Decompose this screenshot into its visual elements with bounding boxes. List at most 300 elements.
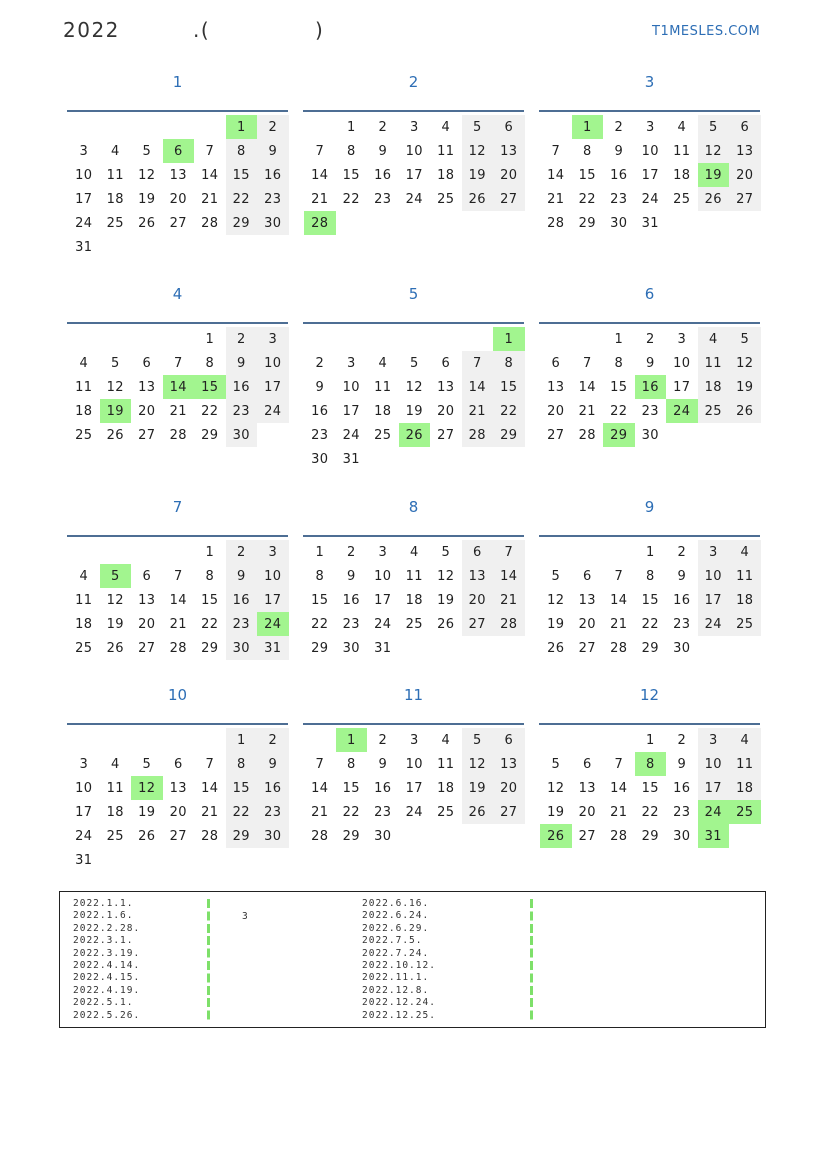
month-title: 2 bbox=[408, 73, 419, 91]
day-cell: 30 bbox=[610, 215, 628, 231]
day-cell: 31 bbox=[75, 852, 93, 868]
day-cell: 25 bbox=[405, 616, 423, 632]
day-cell: 8 bbox=[226, 139, 258, 163]
day-cell: 4 bbox=[441, 119, 451, 135]
day-cell: 30 bbox=[374, 828, 392, 844]
day-cell: 23 bbox=[610, 191, 628, 207]
day-cell: 7 bbox=[315, 756, 325, 772]
day-cell: 25 bbox=[75, 640, 93, 656]
day-cell: 9 bbox=[226, 351, 258, 375]
day-cell: 17 bbox=[374, 592, 392, 608]
day-cell: 4 bbox=[729, 728, 761, 752]
month-rule bbox=[303, 322, 524, 324]
day-cell: 31 bbox=[342, 451, 360, 467]
day-cell: 3 bbox=[257, 540, 289, 564]
day-cell: 24 bbox=[75, 828, 93, 844]
day-cell: 5 bbox=[142, 143, 152, 159]
day-cell: 9 bbox=[257, 139, 289, 163]
empty-cell bbox=[572, 728, 604, 752]
day-cell: 30 bbox=[673, 828, 691, 844]
day-cell: 25 bbox=[437, 804, 455, 820]
day-grid bbox=[304, 115, 525, 235]
day-cell: 7 bbox=[205, 756, 215, 772]
day-cell: 20 bbox=[169, 804, 187, 820]
day-cell: 14 bbox=[610, 780, 628, 796]
day-cell: 5 bbox=[551, 568, 561, 584]
day-cell: 26 bbox=[106, 427, 124, 443]
day-cell: 22 bbox=[641, 804, 659, 820]
holiday-date: 2022.1.1. bbox=[73, 898, 134, 909]
day-cell: 10 bbox=[75, 167, 93, 183]
day-cell: 28 bbox=[610, 640, 628, 656]
day-cell: 2 bbox=[645, 331, 655, 347]
day-cell: 18 bbox=[437, 780, 455, 796]
day-cell: 21 bbox=[493, 588, 525, 612]
day-cell: 21 bbox=[201, 191, 219, 207]
empty-cell bbox=[68, 327, 100, 351]
day-cell: 24 bbox=[342, 427, 360, 443]
day-cell: 23 bbox=[226, 399, 258, 423]
day-cell: 27 bbox=[493, 187, 525, 211]
day-cell: 1 bbox=[205, 544, 215, 560]
day-grid bbox=[540, 327, 761, 447]
day-cell: 19 bbox=[138, 804, 156, 820]
month-title: 8 bbox=[408, 498, 419, 516]
holiday-date: 2022.12.25. bbox=[362, 1009, 436, 1021]
day-cell: 20 bbox=[437, 403, 455, 419]
day-cell: 31 bbox=[75, 239, 93, 255]
empty-cell bbox=[131, 327, 163, 351]
day-cell: 11 bbox=[405, 568, 423, 584]
day-cell: 13 bbox=[437, 379, 455, 395]
day-cell: 2 bbox=[677, 732, 687, 748]
empty-cell bbox=[163, 115, 195, 139]
month-title: 4 bbox=[172, 285, 183, 303]
holiday-day-cell: 1 bbox=[226, 115, 258, 139]
empty-cell bbox=[100, 327, 132, 351]
holiday-day-cell: 24 bbox=[257, 612, 289, 636]
day-cell: 19 bbox=[547, 804, 565, 820]
day-grid bbox=[540, 540, 761, 660]
day-cell: 11 bbox=[75, 592, 93, 608]
day-cell: 25 bbox=[106, 215, 124, 231]
day-cell: 25 bbox=[106, 828, 124, 844]
day-cell: 14 bbox=[610, 592, 628, 608]
day-cell: 6 bbox=[493, 115, 525, 139]
month-rule bbox=[303, 535, 524, 537]
month-rule bbox=[303, 723, 524, 725]
day-cell: 9 bbox=[614, 143, 624, 159]
day-cell: 11 bbox=[75, 379, 93, 395]
day-grid bbox=[540, 728, 761, 848]
holiday-date: 2022.5.1. bbox=[73, 997, 134, 1009]
day-cell: 20 bbox=[493, 163, 525, 187]
holiday-notes-box bbox=[59, 891, 766, 1028]
day-cell: 12 bbox=[698, 139, 730, 163]
day-grid bbox=[68, 540, 289, 660]
month-title: 3 bbox=[644, 73, 655, 91]
month-title: 11 bbox=[403, 686, 424, 704]
day-cell: 29 bbox=[641, 640, 659, 656]
day-cell: 22 bbox=[641, 616, 659, 632]
day-cell: 13 bbox=[547, 379, 565, 395]
day-cell: 22 bbox=[201, 616, 219, 632]
day-cell: 12 bbox=[138, 167, 156, 183]
month-rule bbox=[67, 723, 288, 725]
holiday-date: 2022.2.28. bbox=[73, 922, 141, 934]
day-cell: 23 bbox=[641, 403, 659, 419]
day-cell: 25 bbox=[75, 427, 93, 443]
day-cell: 4 bbox=[677, 119, 687, 135]
empty-cell bbox=[540, 327, 572, 351]
day-cell: 21 bbox=[610, 804, 628, 820]
day-cell: 20 bbox=[547, 403, 565, 419]
holiday-date: 2022.11.1. bbox=[362, 972, 430, 984]
day-cell: 19 bbox=[437, 592, 455, 608]
holiday-date: 2022.6.24. bbox=[362, 910, 430, 922]
holiday-date: 2022.4.15. bbox=[73, 972, 141, 984]
day-cell: 4 bbox=[698, 327, 730, 351]
holiday-day-cell: 5 bbox=[100, 564, 132, 588]
day-cell: 30 bbox=[673, 640, 691, 656]
day-cell: 30 bbox=[257, 211, 289, 235]
day-cell: 21 bbox=[169, 403, 187, 419]
day-cell: 30 bbox=[257, 824, 289, 848]
day-cell: 18 bbox=[106, 191, 124, 207]
day-cell: 27 bbox=[169, 215, 187, 231]
day-cell: 4 bbox=[729, 540, 761, 564]
day-cell: 18 bbox=[75, 403, 93, 419]
day-cell: 11 bbox=[729, 564, 761, 588]
empty-cell bbox=[540, 728, 572, 752]
day-cell: 5 bbox=[551, 756, 561, 772]
empty-cell bbox=[194, 115, 226, 139]
day-cell: 14 bbox=[169, 592, 187, 608]
day-cell: 22 bbox=[610, 403, 628, 419]
day-cell: 19 bbox=[547, 616, 565, 632]
day-cell: 23 bbox=[673, 616, 691, 632]
day-cell: 19 bbox=[405, 403, 423, 419]
day-cell: 9 bbox=[378, 143, 388, 159]
month-title: 6 bbox=[644, 285, 655, 303]
day-cell: 8 bbox=[226, 752, 258, 776]
day-cell: 4 bbox=[378, 355, 388, 371]
day-cell: 27 bbox=[437, 427, 455, 443]
day-cell: 17 bbox=[257, 375, 289, 399]
holiday-day-cell: 1 bbox=[493, 327, 525, 351]
day-cell: 22 bbox=[226, 800, 258, 824]
empty-cell bbox=[100, 728, 132, 752]
day-cell: 16 bbox=[673, 780, 691, 796]
empty-cell bbox=[603, 728, 635, 752]
day-cell: 29 bbox=[201, 640, 219, 656]
day-cell: 21 bbox=[578, 403, 596, 419]
day-cell: 11 bbox=[437, 143, 455, 159]
day-cell: 18 bbox=[405, 592, 423, 608]
holiday-day-cell: 8 bbox=[635, 752, 667, 776]
day-cell: 7 bbox=[614, 756, 624, 772]
day-cell: 12 bbox=[405, 379, 423, 395]
day-cell: 2 bbox=[257, 115, 289, 139]
day-cell: 5 bbox=[729, 327, 761, 351]
day-cell: 6 bbox=[582, 568, 592, 584]
day-cell: 6 bbox=[493, 728, 525, 752]
empty-cell bbox=[336, 327, 368, 351]
day-cell: 10 bbox=[641, 143, 659, 159]
day-cell: 4 bbox=[79, 355, 89, 371]
day-cell: 22 bbox=[226, 187, 258, 211]
day-cell: 9 bbox=[226, 564, 258, 588]
day-cell: 19 bbox=[106, 616, 124, 632]
day-cell: 26 bbox=[106, 640, 124, 656]
day-cell: 21 bbox=[201, 804, 219, 820]
day-cell: 4 bbox=[441, 732, 451, 748]
day-cell: 29 bbox=[226, 824, 258, 848]
day-cell: 13 bbox=[578, 592, 596, 608]
day-cell: 15 bbox=[493, 375, 525, 399]
day-cell: 15 bbox=[578, 167, 596, 183]
day-cell: 28 bbox=[311, 828, 329, 844]
day-cell: 10 bbox=[405, 143, 423, 159]
day-cell: 16 bbox=[610, 167, 628, 183]
day-cell: 22 bbox=[578, 191, 596, 207]
day-cell: 10 bbox=[257, 564, 289, 588]
day-cell: 26 bbox=[138, 828, 156, 844]
day-cell: 23 bbox=[311, 427, 329, 443]
day-cell: 7 bbox=[173, 568, 183, 584]
empty-cell bbox=[540, 540, 572, 564]
day-grid bbox=[540, 115, 761, 235]
empty-cell bbox=[68, 728, 100, 752]
empty-cell bbox=[367, 327, 399, 351]
day-cell: 7 bbox=[205, 143, 215, 159]
day-cell: 7 bbox=[173, 355, 183, 371]
day-cell: 30 bbox=[226, 636, 258, 660]
day-cell: 3 bbox=[645, 119, 655, 135]
day-cell: 15 bbox=[226, 776, 258, 800]
holiday-day-cell: 14 bbox=[163, 375, 195, 399]
day-cell: 2 bbox=[257, 728, 289, 752]
day-cell: 27 bbox=[462, 612, 494, 636]
day-cell: 20 bbox=[462, 588, 494, 612]
day-cell: 21 bbox=[311, 804, 329, 820]
day-cell: 1 bbox=[346, 119, 356, 135]
day-cell: 18 bbox=[374, 403, 392, 419]
day-cell: 14 bbox=[311, 167, 329, 183]
day-cell: 13 bbox=[578, 780, 596, 796]
day-cell: 5 bbox=[462, 115, 494, 139]
month-rule bbox=[67, 110, 288, 112]
day-cell: 17 bbox=[673, 379, 691, 395]
page-title bbox=[63, 18, 324, 42]
day-cell: 12 bbox=[462, 752, 494, 776]
day-cell: 9 bbox=[346, 568, 356, 584]
holiday-marker-bar-left bbox=[207, 899, 210, 1021]
day-cell: 20 bbox=[578, 616, 596, 632]
day-cell: 29 bbox=[641, 828, 659, 844]
day-grid bbox=[304, 327, 525, 471]
holiday-day-cell: 24 bbox=[698, 800, 730, 824]
day-cell: 8 bbox=[346, 756, 356, 772]
day-cell: 18 bbox=[106, 804, 124, 820]
day-cell: 27 bbox=[493, 800, 525, 824]
day-cell: 30 bbox=[311, 451, 329, 467]
empty-cell bbox=[430, 327, 462, 351]
day-cell: 7 bbox=[551, 143, 561, 159]
day-cell: 2 bbox=[378, 119, 388, 135]
site-link[interactable]: T1MESLES.COM bbox=[652, 24, 761, 39]
day-cell: 12 bbox=[437, 568, 455, 584]
day-cell: 22 bbox=[342, 191, 360, 207]
day-cell: 4 bbox=[409, 544, 419, 560]
empty-cell bbox=[100, 540, 132, 564]
empty-cell bbox=[163, 540, 195, 564]
day-cell: 27 bbox=[138, 427, 156, 443]
day-cell: 12 bbox=[547, 780, 565, 796]
day-cell: 14 bbox=[493, 564, 525, 588]
day-cell: 6 bbox=[551, 355, 561, 371]
day-cell: 24 bbox=[75, 215, 93, 231]
month-rule bbox=[539, 535, 760, 537]
day-cell: 10 bbox=[257, 351, 289, 375]
day-cell: 29 bbox=[342, 828, 360, 844]
empty-cell bbox=[572, 327, 604, 351]
month-title: 12 bbox=[639, 686, 660, 704]
day-cell: 20 bbox=[169, 191, 187, 207]
day-cell: 14 bbox=[462, 375, 494, 399]
day-cell: 3 bbox=[378, 544, 388, 560]
day-cell: 28 bbox=[610, 828, 628, 844]
day-cell: 3 bbox=[257, 327, 289, 351]
day-cell: 12 bbox=[106, 592, 124, 608]
day-cell: 2 bbox=[677, 544, 687, 560]
day-cell: 9 bbox=[378, 756, 388, 772]
day-cell: 6 bbox=[441, 355, 451, 371]
day-grid bbox=[68, 728, 289, 872]
day-cell: 3 bbox=[698, 728, 730, 752]
empty-cell bbox=[572, 540, 604, 564]
day-cell: 18 bbox=[75, 616, 93, 632]
day-cell: 28 bbox=[462, 423, 494, 447]
day-cell: 2 bbox=[226, 540, 258, 564]
day-cell: 27 bbox=[138, 640, 156, 656]
day-cell: 18 bbox=[729, 776, 761, 800]
day-cell: 31 bbox=[641, 215, 659, 231]
day-grid bbox=[304, 728, 525, 848]
day-grid bbox=[68, 327, 289, 447]
day-cell: 15 bbox=[342, 780, 360, 796]
month-title: 9 bbox=[644, 498, 655, 516]
day-cell: 6 bbox=[582, 756, 592, 772]
day-cell: 10 bbox=[75, 780, 93, 796]
day-grid bbox=[68, 115, 289, 259]
empty-cell bbox=[399, 327, 431, 351]
day-cell: 8 bbox=[582, 143, 592, 159]
holiday-day-cell: 31 bbox=[698, 824, 730, 848]
day-cell: 17 bbox=[698, 776, 730, 800]
holiday-day-cell: 29 bbox=[603, 423, 635, 447]
holiday-day-cell: 12 bbox=[131, 776, 163, 800]
day-cell: 20 bbox=[729, 163, 761, 187]
day-cell: 12 bbox=[729, 351, 761, 375]
day-cell: 8 bbox=[315, 568, 325, 584]
holiday-note-mark: 3 bbox=[242, 911, 248, 922]
day-cell: 25 bbox=[698, 399, 730, 423]
day-cell: 19 bbox=[462, 163, 494, 187]
day-cell: 25 bbox=[673, 191, 691, 207]
day-cell: 16 bbox=[226, 588, 258, 612]
day-cell: 5 bbox=[441, 544, 451, 560]
day-cell: 4 bbox=[79, 568, 89, 584]
day-cell: 3 bbox=[346, 355, 356, 371]
day-cell: 17 bbox=[698, 588, 730, 612]
day-cell: 29 bbox=[493, 423, 525, 447]
day-cell: 6 bbox=[462, 540, 494, 564]
day-cell: 13 bbox=[138, 379, 156, 395]
day-cell: 13 bbox=[493, 139, 525, 163]
holiday-day-cell: 1 bbox=[336, 728, 368, 752]
empty-cell bbox=[163, 728, 195, 752]
day-cell: 13 bbox=[729, 139, 761, 163]
month-rule bbox=[67, 322, 288, 324]
holiday-day-cell: 15 bbox=[194, 375, 226, 399]
empty-cell bbox=[540, 115, 572, 139]
day-cell: 2 bbox=[315, 355, 325, 371]
day-cell: 5 bbox=[409, 355, 419, 371]
empty-cell bbox=[131, 115, 163, 139]
empty-cell bbox=[603, 540, 635, 564]
day-cell: 29 bbox=[226, 211, 258, 235]
day-cell: 17 bbox=[641, 167, 659, 183]
holiday-marker-bar-right bbox=[530, 899, 533, 1021]
day-cell: 27 bbox=[578, 828, 596, 844]
day-cell: 30 bbox=[641, 427, 659, 443]
day-cell: 18 bbox=[698, 375, 730, 399]
day-cell: 27 bbox=[578, 640, 596, 656]
day-cell: 10 bbox=[342, 379, 360, 395]
day-cell: 20 bbox=[578, 804, 596, 820]
day-cell: 28 bbox=[169, 427, 187, 443]
day-cell: 16 bbox=[311, 403, 329, 419]
empty-cell bbox=[68, 540, 100, 564]
holiday-date: 2022.1.6. bbox=[73, 910, 134, 922]
month-title: 1 bbox=[172, 73, 183, 91]
day-cell: 28 bbox=[201, 215, 219, 231]
holiday-day-cell: 24 bbox=[666, 399, 698, 423]
month-title: 10 bbox=[167, 686, 188, 704]
day-cell: 12 bbox=[547, 592, 565, 608]
day-cell: 13 bbox=[493, 752, 525, 776]
day-cell: 4 bbox=[110, 756, 120, 772]
day-cell: 29 bbox=[578, 215, 596, 231]
day-cell: 30 bbox=[342, 640, 360, 656]
day-cell: 2 bbox=[378, 732, 388, 748]
day-cell: 6 bbox=[142, 568, 152, 584]
holiday-day-cell: 6 bbox=[163, 139, 195, 163]
day-cell: 5 bbox=[110, 355, 120, 371]
day-cell: 28 bbox=[547, 215, 565, 231]
day-cell: 13 bbox=[169, 780, 187, 796]
holiday-date: 2022.3.1. bbox=[73, 935, 134, 947]
day-cell: 9 bbox=[645, 355, 655, 371]
empty-cell bbox=[304, 327, 336, 351]
day-cell: 10 bbox=[405, 756, 423, 772]
day-cell: 12 bbox=[106, 379, 124, 395]
month-title: 5 bbox=[408, 285, 419, 303]
empty-cell bbox=[304, 115, 336, 139]
empty-cell bbox=[131, 728, 163, 752]
day-cell: 17 bbox=[342, 403, 360, 419]
